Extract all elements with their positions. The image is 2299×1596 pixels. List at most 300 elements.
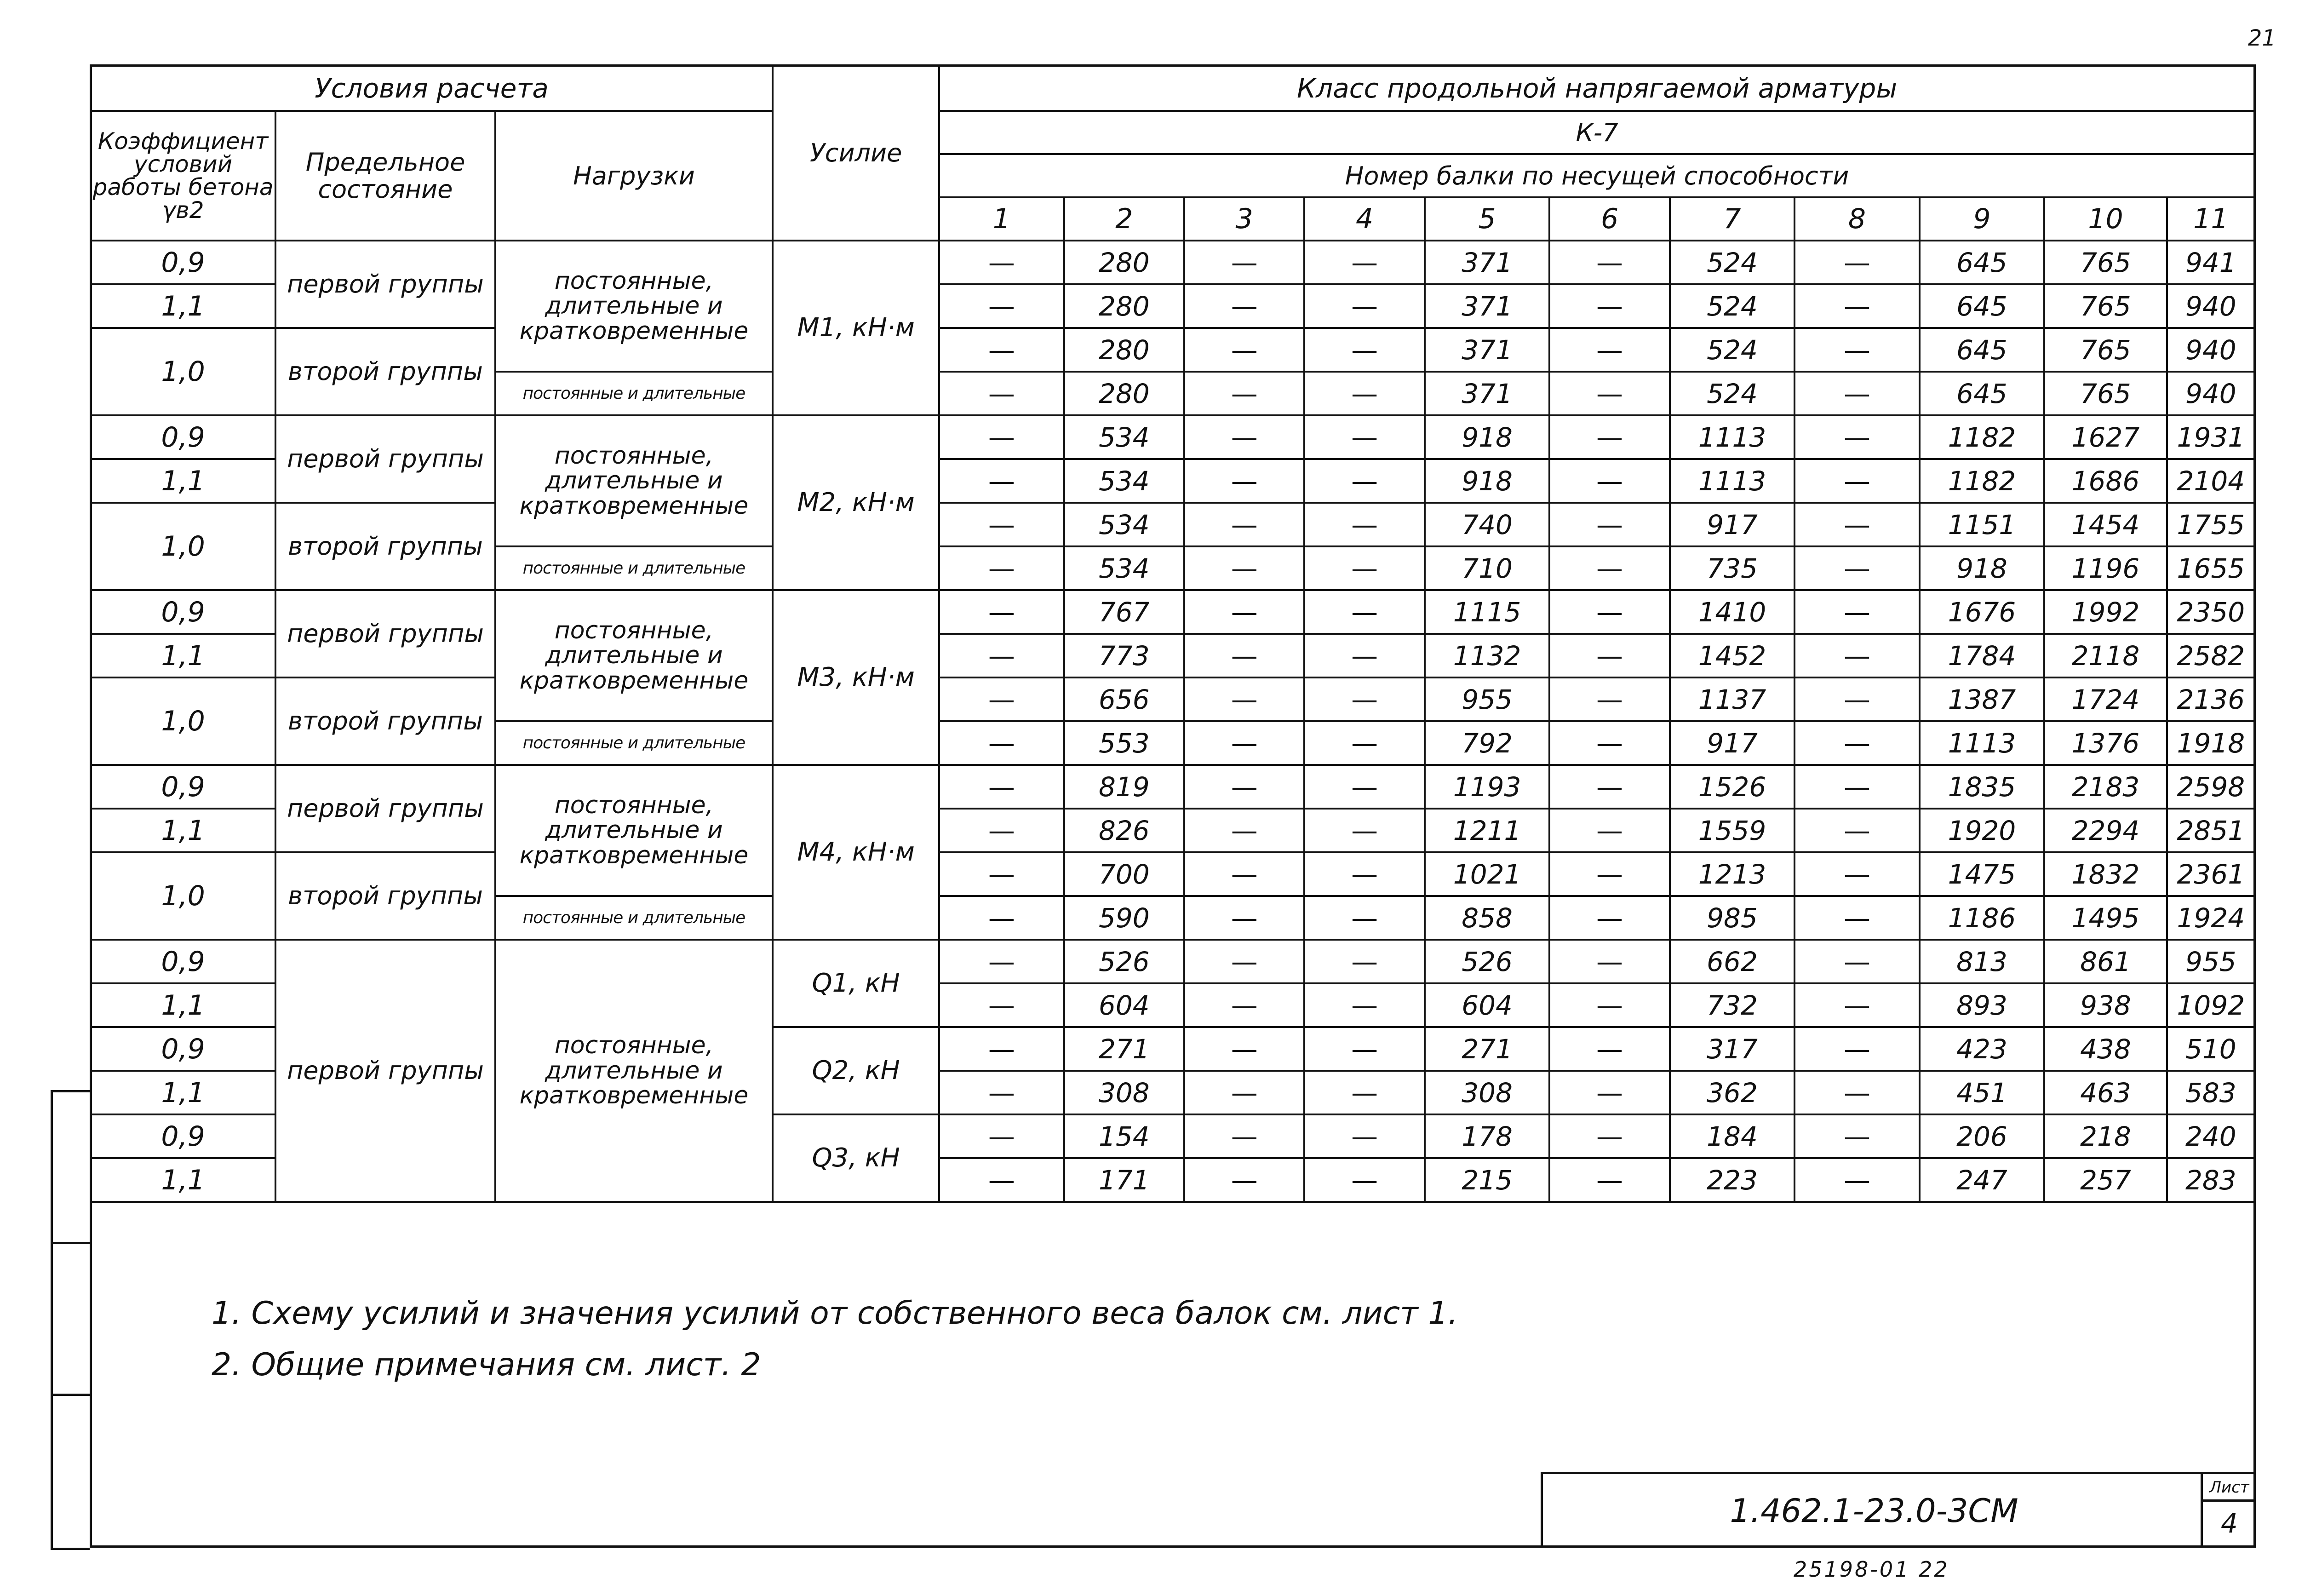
- value-cell: 773: [1064, 634, 1184, 677]
- value-cell: 604: [1064, 983, 1184, 1027]
- value-cell: 917: [1670, 721, 1794, 765]
- value-cell: —: [1304, 940, 1424, 983]
- value-cell: 1992: [2044, 590, 2167, 634]
- value-cell: 645: [1920, 372, 2044, 415]
- value-cell: —: [1184, 1158, 1304, 1202]
- loads-cell: постоянные, длительные и кратковременные: [495, 590, 773, 721]
- force-cell: Q1, кН: [773, 940, 939, 1027]
- table-row: [91, 852, 2255, 896]
- value-cell: —: [1549, 546, 1669, 590]
- value-cell: —: [1794, 983, 1919, 1027]
- value-cell: 1113: [1670, 459, 1794, 503]
- value-cell: 918: [1425, 415, 1549, 459]
- value-cell: 526: [1425, 940, 1549, 983]
- value-cell: 858: [1425, 896, 1549, 940]
- value-cell: —: [1184, 372, 1304, 415]
- table-row: [91, 328, 2255, 372]
- beam-num: 3: [1184, 197, 1304, 241]
- notes: [212, 1288, 1458, 1391]
- value-cell: 1092: [2167, 983, 2255, 1027]
- value-cell: 590: [1064, 896, 1184, 940]
- table-row: [91, 590, 2255, 634]
- value-cell: 2361: [2167, 852, 2255, 896]
- value-cell: —: [1304, 546, 1424, 590]
- beam-num: 6: [1549, 197, 1669, 241]
- value-cell: 1137: [1670, 677, 1794, 721]
- value-cell: —: [1304, 809, 1424, 852]
- value-cell: 223: [1670, 1158, 1794, 1202]
- value-cell: 700: [1064, 852, 1184, 896]
- limit-state-cell: первой группы: [275, 590, 495, 677]
- value-cell: 280: [1064, 284, 1184, 328]
- value-cell: —: [1184, 1071, 1304, 1114]
- value-cell: —: [939, 983, 1064, 1027]
- value-cell: 1113: [1920, 721, 2044, 765]
- value-cell: 765: [2044, 372, 2167, 415]
- value-cell: 1526: [1670, 765, 1794, 809]
- value-cell: 1559: [1670, 809, 1794, 852]
- value-cell: —: [1549, 1071, 1669, 1114]
- value-cell: 1410: [1670, 590, 1794, 634]
- value-cell: —: [1184, 852, 1304, 896]
- value-cell: —: [939, 459, 1064, 503]
- value-cell: —: [1184, 415, 1304, 459]
- value-cell: 765: [2044, 241, 2167, 284]
- value-cell: 257: [2044, 1158, 2167, 1202]
- value-cell: —: [1549, 940, 1669, 983]
- value-cell: 826: [1064, 809, 1184, 852]
- value-cell: —: [1184, 983, 1304, 1027]
- beam-num: 5: [1425, 197, 1549, 241]
- value-cell: 280: [1064, 372, 1184, 415]
- value-cell: 940: [2167, 372, 2255, 415]
- load-table: [90, 64, 2256, 1203]
- value-cell: —: [939, 765, 1064, 809]
- value-cell: —: [1184, 590, 1304, 634]
- value-cell: 362: [1670, 1071, 1794, 1114]
- value-cell: 819: [1064, 765, 1184, 809]
- value-cell: —: [1184, 634, 1304, 677]
- value-cell: 940: [2167, 328, 2255, 372]
- value-cell: 813: [1920, 940, 2044, 983]
- value-cell: —: [939, 328, 1064, 372]
- coef-cell: 0,9: [91, 590, 275, 634]
- limit-state-cell: второй группы: [275, 328, 495, 415]
- value-cell: —: [1794, 809, 1919, 852]
- value-cell: —: [1184, 1114, 1304, 1158]
- value-cell: —: [1549, 1158, 1669, 1202]
- value-cell: —: [939, 372, 1064, 415]
- loads-cell: постоянные, длительные и кратковременные: [495, 940, 773, 1202]
- force-cell: Q3, кН: [773, 1114, 939, 1202]
- table-row: [91, 415, 2255, 459]
- coef-cell: 1,1: [91, 809, 275, 852]
- value-cell: 534: [1064, 503, 1184, 546]
- value-cell: —: [939, 809, 1064, 852]
- value-cell: 1182: [1920, 415, 2044, 459]
- value-cell: 2582: [2167, 634, 2255, 677]
- loads-cell: постоянные и длительные: [495, 372, 773, 415]
- limit-state-cell: первой группы: [275, 765, 495, 852]
- value-cell: 171: [1064, 1158, 1184, 1202]
- value-cell: —: [1184, 241, 1304, 284]
- value-cell: 2104: [2167, 459, 2255, 503]
- value-cell: —: [1304, 1114, 1424, 1158]
- value-cell: —: [1549, 765, 1669, 809]
- value-cell: 218: [2044, 1114, 2167, 1158]
- value-cell: —: [939, 1027, 1064, 1071]
- value-cell: 938: [2044, 983, 2167, 1027]
- value-cell: 371: [1425, 328, 1549, 372]
- value-cell: —: [939, 634, 1064, 677]
- value-cell: 534: [1064, 546, 1184, 590]
- value-cell: 1387: [1920, 677, 2044, 721]
- value-cell: —: [1304, 241, 1424, 284]
- coef-cell: 1,0: [91, 328, 275, 415]
- value-cell: 510: [2167, 1027, 2255, 1071]
- value-cell: —: [1794, 940, 1919, 983]
- value-cell: 604: [1425, 983, 1549, 1027]
- value-cell: 240: [2167, 1114, 2255, 1158]
- value-cell: 893: [1920, 983, 2044, 1027]
- value-cell: 645: [1920, 328, 2044, 372]
- value-cell: —: [1184, 765, 1304, 809]
- value-cell: —: [1549, 1027, 1669, 1071]
- coef-cell: 0,9: [91, 1027, 275, 1071]
- force-cell: Q2, кН: [773, 1027, 939, 1114]
- value-cell: 1918: [2167, 721, 2255, 765]
- beam-num: 2: [1064, 197, 1184, 241]
- value-cell: 1182: [1920, 459, 2044, 503]
- value-cell: 2294: [2044, 809, 2167, 852]
- value-cell: —: [1304, 1158, 1424, 1202]
- value-cell: 941: [2167, 241, 2255, 284]
- table-row: [91, 241, 2255, 284]
- value-cell: 451: [1920, 1071, 2044, 1114]
- coef-cell: 0,9: [91, 940, 275, 983]
- force-cell: М2, кН·м: [773, 415, 939, 590]
- value-cell: 184: [1670, 1114, 1794, 1158]
- limit-state-cell: второй группы: [275, 677, 495, 765]
- value-cell: 283: [2167, 1158, 2255, 1202]
- value-cell: —: [1794, 677, 1919, 721]
- value-cell: 1186: [1920, 896, 2044, 940]
- value-cell: —: [1549, 634, 1669, 677]
- beam-number-header: Номер балки по несущей способности: [939, 154, 2255, 197]
- value-cell: —: [1549, 503, 1669, 546]
- value-cell: —: [1794, 503, 1919, 546]
- value-cell: —: [1549, 241, 1669, 284]
- archive-code: 25198-01 22: [1794, 1557, 1949, 1582]
- value-cell: —: [1794, 896, 1919, 940]
- table-row: [91, 940, 2255, 983]
- value-cell: 792: [1425, 721, 1549, 765]
- coef-cell: 0,9: [91, 765, 275, 809]
- value-cell: —: [1184, 284, 1304, 328]
- value-cell: —: [1304, 328, 1424, 372]
- value-cell: —: [1794, 1027, 1919, 1071]
- value-cell: 985: [1670, 896, 1794, 940]
- value-cell: 710: [1425, 546, 1549, 590]
- value-cell: 1724: [2044, 677, 2167, 721]
- value-cell: 2851: [2167, 809, 2255, 852]
- value-cell: 917: [1670, 503, 1794, 546]
- value-cell: —: [939, 284, 1064, 328]
- value-cell: 280: [1064, 328, 1184, 372]
- value-cell: 1835: [1920, 765, 2044, 809]
- loads-cell: постоянные, длительные и кратковременные: [495, 765, 773, 896]
- loads-cell: постоянные, длительные и кратковременные: [495, 415, 773, 546]
- value-cell: —: [1549, 721, 1669, 765]
- value-cell: 1755: [2167, 503, 2255, 546]
- table-row: [91, 765, 2255, 809]
- force-cell: М1, кН·м: [773, 241, 939, 415]
- value-cell: 271: [1425, 1027, 1549, 1071]
- value-cell: —: [1184, 896, 1304, 940]
- value-cell: 1475: [1920, 852, 2044, 896]
- value-cell: —: [939, 1114, 1064, 1158]
- value-cell: —: [1304, 415, 1424, 459]
- limit-state-cell: первой группы: [275, 241, 495, 328]
- value-cell: —: [1184, 677, 1304, 721]
- coef-cell: 1,0: [91, 677, 275, 765]
- binding-strip-segment: [53, 1244, 90, 1396]
- value-cell: 524: [1670, 372, 1794, 415]
- value-cell: 1211: [1425, 809, 1549, 852]
- value-cell: 955: [2167, 940, 2255, 983]
- value-cell: —: [1184, 1027, 1304, 1071]
- beam-num: 8: [1794, 197, 1919, 241]
- value-cell: —: [1549, 590, 1669, 634]
- class-header: Класс продольной напрягаемой арматуры: [939, 65, 2255, 111]
- value-cell: 371: [1425, 284, 1549, 328]
- value-cell: —: [939, 852, 1064, 896]
- loads-cell: постоянные, длительные и кратковременные: [495, 241, 773, 372]
- value-cell: 1676: [1920, 590, 2044, 634]
- value-cell: 2350: [2167, 590, 2255, 634]
- value-cell: 656: [1064, 677, 1184, 721]
- limit-state-header: Предельное состояние: [275, 111, 495, 241]
- table-body: [91, 241, 2255, 1202]
- value-cell: —: [1304, 372, 1424, 415]
- sheet-cell: [2201, 1474, 2256, 1548]
- value-cell: 1495: [2044, 896, 2167, 940]
- binding-strip-segment: [53, 1092, 90, 1244]
- value-cell: 280: [1064, 241, 1184, 284]
- value-cell: —: [1304, 852, 1424, 896]
- value-cell: 645: [1920, 241, 2044, 284]
- value-cell: —: [1794, 241, 1919, 284]
- value-cell: 526: [1064, 940, 1184, 983]
- value-cell: —: [1304, 677, 1424, 721]
- limit-state-cell: первой группы: [275, 940, 495, 1202]
- value-cell: 1627: [2044, 415, 2167, 459]
- value-cell: 271: [1064, 1027, 1184, 1071]
- value-cell: —: [1304, 459, 1424, 503]
- force-cell: М3, кН·м: [773, 590, 939, 765]
- value-cell: 732: [1670, 983, 1794, 1027]
- value-cell: —: [939, 677, 1064, 721]
- value-cell: 423: [1920, 1027, 2044, 1071]
- value-cell: 178: [1425, 1114, 1549, 1158]
- loads-cell: постоянные и длительные: [495, 896, 773, 940]
- value-cell: —: [1304, 590, 1424, 634]
- value-cell: —: [1549, 1114, 1669, 1158]
- value-cell: —: [939, 1071, 1064, 1114]
- beam-num: 11: [2167, 197, 2255, 241]
- value-cell: —: [1549, 372, 1669, 415]
- value-cell: —: [1549, 328, 1669, 372]
- value-cell: —: [1304, 284, 1424, 328]
- sheet-number: 4: [2221, 1508, 2238, 1539]
- class-value: К-7: [939, 111, 2255, 154]
- value-cell: —: [1304, 983, 1424, 1027]
- value-cell: —: [1794, 852, 1919, 896]
- beam-num: 1: [939, 197, 1064, 241]
- value-cell: —: [1794, 721, 1919, 765]
- coef-cell: 1,1: [91, 1158, 275, 1202]
- loads-cell: постоянные и длительные: [495, 546, 773, 590]
- value-cell: —: [1184, 459, 1304, 503]
- value-cell: —: [939, 241, 1064, 284]
- value-cell: —: [1794, 284, 1919, 328]
- limit-state-cell: второй группы: [275, 852, 495, 940]
- value-cell: 1115: [1425, 590, 1549, 634]
- value-cell: —: [1794, 546, 1919, 590]
- value-cell: 765: [2044, 284, 2167, 328]
- value-cell: 955: [1425, 677, 1549, 721]
- note: 2. Общие примечания см. лист. 2: [212, 1347, 761, 1384]
- coef-header: Коэффициент условий работы бетона γв2: [91, 111, 275, 241]
- value-cell: 524: [1670, 328, 1794, 372]
- binding-strip: [51, 1090, 90, 1550]
- value-cell: —: [1794, 765, 1919, 809]
- beam-num: 9: [1920, 197, 2044, 241]
- coef-cell: 1,1: [91, 459, 275, 503]
- value-cell: 1196: [2044, 546, 2167, 590]
- value-cell: 524: [1670, 241, 1794, 284]
- value-cell: —: [939, 1158, 1064, 1202]
- value-cell: 154: [1064, 1114, 1184, 1158]
- value-cell: —: [1184, 809, 1304, 852]
- value-cell: —: [939, 896, 1064, 940]
- limit-state-cell: первой группы: [275, 415, 495, 503]
- coef-cell: 1,0: [91, 852, 275, 940]
- value-cell: —: [939, 721, 1064, 765]
- beam-num: 4: [1304, 197, 1424, 241]
- value-cell: 524: [1670, 284, 1794, 328]
- value-cell: —: [1794, 459, 1919, 503]
- value-cell: 215: [1425, 1158, 1549, 1202]
- value-cell: —: [1304, 503, 1424, 546]
- value-cell: —: [1184, 546, 1304, 590]
- value-cell: 740: [1425, 503, 1549, 546]
- value-cell: 206: [1920, 1114, 2044, 1158]
- value-cell: 1113: [1670, 415, 1794, 459]
- value-cell: 1193: [1425, 765, 1549, 809]
- coef-cell: 1,1: [91, 983, 275, 1027]
- value-cell: 1784: [1920, 634, 2044, 677]
- loads-cell: постоянные и длительные: [495, 721, 773, 765]
- value-cell: —: [1794, 634, 1919, 677]
- value-cell: 438: [2044, 1027, 2167, 1071]
- value-cell: 1832: [2044, 852, 2167, 896]
- value-cell: —: [939, 940, 1064, 983]
- value-cell: 1021: [1425, 852, 1549, 896]
- value-cell: 534: [1064, 459, 1184, 503]
- value-cell: —: [1549, 896, 1669, 940]
- value-cell: 553: [1064, 721, 1184, 765]
- value-cell: —: [1549, 852, 1669, 896]
- value-cell: —: [1304, 1027, 1424, 1071]
- value-cell: 1655: [2167, 546, 2255, 590]
- value-cell: —: [1184, 940, 1304, 983]
- sheet-label: Лист: [2203, 1474, 2256, 1502]
- value-cell: 1454: [2044, 503, 2167, 546]
- value-cell: —: [1794, 590, 1919, 634]
- value-cell: 247: [1920, 1158, 2044, 1202]
- value-cell: 2598: [2167, 765, 2255, 809]
- page-number: 21: [2247, 25, 2276, 51]
- value-cell: 2136: [2167, 677, 2255, 721]
- value-cell: —: [1184, 721, 1304, 765]
- value-cell: 463: [2044, 1071, 2167, 1114]
- coef-cell: 1,1: [91, 1071, 275, 1114]
- value-cell: —: [1794, 415, 1919, 459]
- value-cell: —: [939, 546, 1064, 590]
- value-cell: —: [1304, 765, 1424, 809]
- loads-header: Нагрузки: [495, 111, 773, 241]
- value-cell: 662: [1670, 940, 1794, 983]
- value-cell: —: [1549, 677, 1669, 721]
- coef-cell: 1,1: [91, 284, 275, 328]
- value-cell: 1151: [1920, 503, 2044, 546]
- limit-state-cell: второй группы: [275, 503, 495, 590]
- value-cell: 308: [1425, 1071, 1549, 1114]
- value-cell: 1686: [2044, 459, 2167, 503]
- value-cell: —: [1794, 372, 1919, 415]
- coef-cell: 0,9: [91, 415, 275, 459]
- binding-strip-segment: [53, 1396, 90, 1548]
- value-cell: 371: [1425, 372, 1549, 415]
- value-cell: —: [1304, 1071, 1424, 1114]
- beam-num: 7: [1670, 197, 1794, 241]
- coef-cell: 0,9: [91, 241, 275, 284]
- value-cell: 918: [1425, 459, 1549, 503]
- value-cell: 735: [1670, 546, 1794, 590]
- value-cell: —: [1304, 896, 1424, 940]
- value-cell: —: [939, 415, 1064, 459]
- value-cell: 765: [2044, 328, 2167, 372]
- value-cell: 1376: [2044, 721, 2167, 765]
- title-block: [1541, 1472, 2256, 1548]
- table-row: [91, 503, 2255, 546]
- value-cell: 308: [1064, 1071, 1184, 1114]
- value-cell: —: [939, 503, 1064, 546]
- value-cell: 767: [1064, 590, 1184, 634]
- value-cell: 1931: [2167, 415, 2255, 459]
- table-row: [91, 677, 2255, 721]
- value-cell: —: [1794, 1071, 1919, 1114]
- coef-cell: 0,9: [91, 1114, 275, 1158]
- value-cell: 1213: [1670, 852, 1794, 896]
- value-cell: —: [939, 590, 1064, 634]
- value-cell: 1920: [1920, 809, 2044, 852]
- value-cell: 371: [1425, 241, 1549, 284]
- value-cell: 918: [1920, 546, 2044, 590]
- value-cell: 2118: [2044, 634, 2167, 677]
- value-cell: —: [1304, 634, 1424, 677]
